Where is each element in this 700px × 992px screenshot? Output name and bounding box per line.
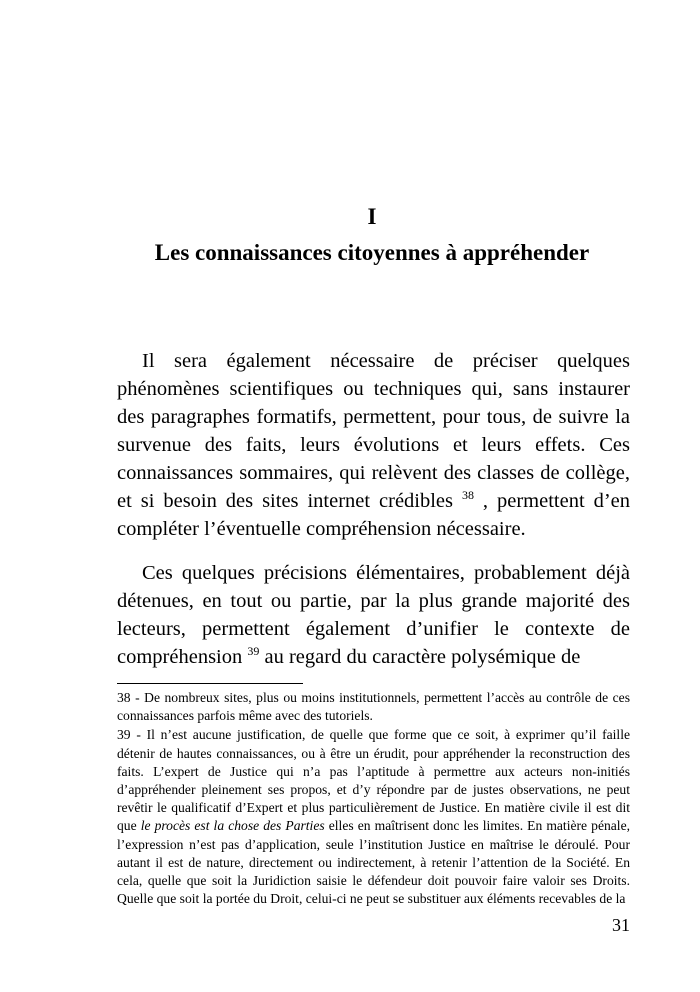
paragraph-1-text: Il sera également nécessaire de préciser quelques phénomènes scientifiques ou techniques qui, sans instaurer des paragraphes formatifs, permettent, pour tous, de suivre la survenue des faits, leurs évolutions et leurs effets. Ces connaissances sommaires, qui relèvent des classes de collège, et si besoin des sites internet crédibles bbox=[117, 350, 630, 512]
footnotes bbox=[117, 689, 630, 909]
footnote-39-text-end: elles en maîtrisent donc les limites. En matière pénale, l’expression n’est pas d’application, seule l’institution Justice en maîtrise le déroulé. Pour autant il est de nature, directement ou indirectement, à retenir l’attention de la Société. En cela, quelle que soit la Juridiction saisie le défendeur doit pouvoir faire valoir ses Droits. Quelle que soit la portée du Droit, celui-ci ne peut se substituer aux éléments recevables de la bbox=[117, 818, 631, 907]
paragraph-2-text: Ces quelques précisions élémentaires, probablement déjà détenues, en tout ou partie, par la plus grande majorité des lecteurs, permettent également d’unifier le contexte de compréhension bbox=[117, 562, 630, 668]
footnote-ref-39[interactable]: 39 bbox=[247, 644, 260, 659]
footnote-39 bbox=[117, 726, 630, 908]
page-number: 31 bbox=[612, 915, 630, 935]
paragraph-1-text-end: , permettent d’en compléter l’éventuelle compréhension nécessaire. bbox=[117, 490, 631, 540]
footnote-ref-38[interactable]: 38 bbox=[461, 488, 474, 503]
footnote-39-text: 39 - Il n’est aucune justification, de quelle que forme que ce soit, à exprimer qu’il faille détenir de hautes connaissances, ou à être un érudit, pour appréhender la reconstruction des faits. L’expert de Justice qui n’a pas l’aptitude à permettre aux acteurs non-initiés d’appréhender pleinement ses propos, et d’y répondre par de justes observations, ne peut revêtir le qualificatif d’Expert et plus particulièrement de Justice. En matière civile il est dit que bbox=[117, 727, 630, 834]
chapter-number: I bbox=[367, 204, 377, 229]
paragraph-2-text-end: au regard du caractère polysémique de bbox=[264, 646, 581, 668]
paragraph-1 bbox=[117, 347, 630, 543]
footnote-39-italic: le procès est la chose des Parties bbox=[140, 818, 325, 834]
chapter-title: Les connaissances citoyennes à appréhender bbox=[154, 240, 590, 265]
footnote-38: 38 - De nombreux sites, plus ou moins institutionnels, permettent l’accès au contrôle de ces connaissances parfois même avec des tutoriels. bbox=[117, 690, 630, 724]
paragraph-2 bbox=[117, 559, 630, 671]
footnote-separator bbox=[117, 683, 303, 684]
